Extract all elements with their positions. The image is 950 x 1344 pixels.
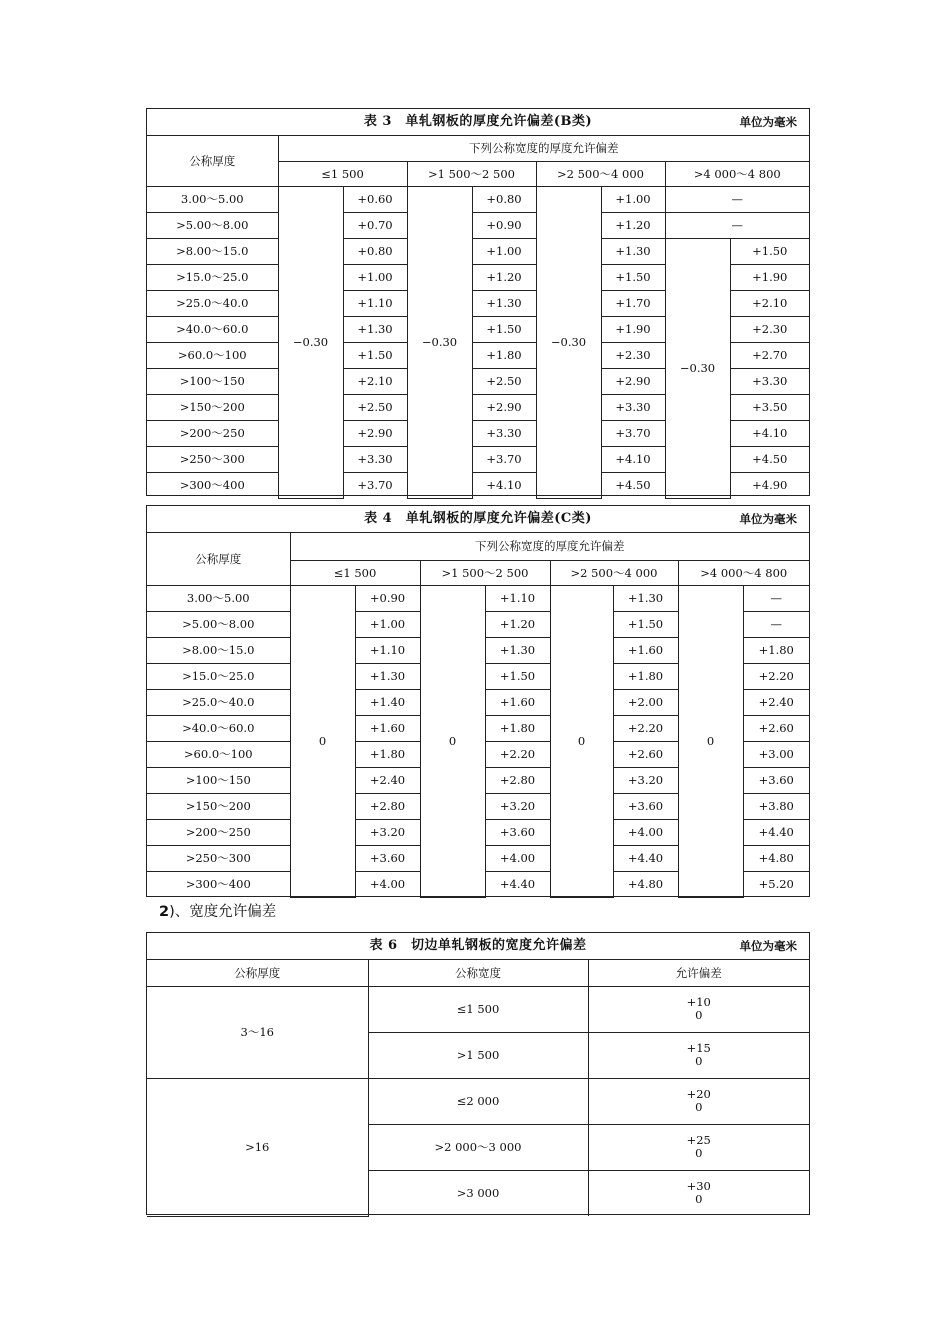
value-cell: +3.30 (601, 394, 665, 420)
value-cell: +4.90 (730, 472, 809, 498)
value-cell: +3.50 (730, 394, 809, 420)
tolerance-upper: +15 (686, 1041, 711, 1055)
value-cell: — (665, 212, 809, 238)
value-cell: +1.70 (601, 290, 665, 316)
value-cell: +2.80 (355, 793, 420, 819)
value-cell: +4.10 (601, 446, 665, 472)
value-cell: +4.40 (743, 819, 809, 845)
section-number: 2 (159, 904, 170, 920)
value-cell: +2.50 (343, 394, 407, 420)
value-cell: +2.40 (355, 767, 420, 793)
value-cell: +2.10 (343, 368, 407, 394)
value-cell: +1.30 (613, 585, 678, 611)
thickness-cell: 3～16 (147, 986, 368, 1078)
value-cell: +2.90 (472, 394, 536, 420)
tolerance-lower: 0 (695, 1100, 703, 1114)
value-cell: +3.60 (613, 793, 678, 819)
table-3-caption (147, 109, 809, 136)
value-cell: +3.80 (743, 793, 809, 819)
thickness-cell: 3.00～5.00 (147, 585, 290, 611)
value-cell: +2.30 (730, 316, 809, 342)
width-cell: >3 000 (368, 1170, 588, 1216)
thickness-cell: >200～250 (147, 819, 290, 845)
lower-deviation-cell: −0.30 (536, 186, 601, 498)
lower-deviation-cell: 0 (678, 585, 743, 897)
thickness-cell: >60.0～100 (147, 342, 278, 368)
table-6-title: 表 6 切边单轧钢板的宽度允许偏差 (369, 938, 587, 953)
thickness-cell: >40.0～60.0 (147, 316, 278, 342)
tolerance-lower: 0 (695, 1146, 703, 1160)
value-cell: +1.10 (343, 290, 407, 316)
value-cell: +2.30 (601, 342, 665, 368)
value-cell: +1.50 (472, 316, 536, 342)
tolerance-cell (588, 1124, 809, 1170)
value-cell: +3.20 (613, 767, 678, 793)
value-cell: +1.50 (613, 611, 678, 637)
lower-deviation-cell: 0 (550, 585, 613, 897)
thickness-header: 公称厚度 (147, 136, 278, 186)
value-cell: +3.30 (472, 420, 536, 446)
table-6-unit: 单位为毫米 (739, 939, 797, 953)
lower-deviation-cell: 0 (290, 585, 355, 897)
section-text: )、宽度允许偏差 (169, 904, 277, 920)
value-cell: +1.50 (601, 264, 665, 290)
table-3 (146, 108, 810, 496)
thickness-cell: >25.0～40.0 (147, 689, 290, 715)
value-cell: +2.20 (613, 715, 678, 741)
value-cell: +0.90 (355, 585, 420, 611)
tolerance-upper: +10 (686, 995, 711, 1009)
value-cell: +2.90 (343, 420, 407, 446)
value-cell: +0.80 (472, 186, 536, 212)
value-cell: +1.90 (730, 264, 809, 290)
thickness-cell: >150～200 (147, 793, 290, 819)
value-cell: +4.50 (601, 472, 665, 498)
table-4-title: 表 4 单轧钢板的厚度允许偏差(C类) (364, 511, 592, 526)
width-col-3: >2 500～4 000 (536, 161, 665, 186)
value-cell: +4.00 (355, 871, 420, 897)
value-cell: +2.40 (743, 689, 809, 715)
thickness-cell: >15.0～25.0 (147, 663, 290, 689)
value-cell: +2.20 (743, 663, 809, 689)
thickness-cell: >250～300 (147, 446, 278, 472)
value-cell: +1.80 (472, 342, 536, 368)
value-cell: +2.10 (730, 290, 809, 316)
value-cell: +4.40 (613, 845, 678, 871)
table-row (147, 986, 809, 1032)
value-cell: +1.50 (485, 663, 550, 689)
thickness-cell: >100～150 (147, 767, 290, 793)
header-thickness: 公称厚度 (147, 960, 368, 986)
value-cell: — (665, 186, 809, 212)
tolerance-upper: +20 (686, 1087, 711, 1101)
width-cell: ≤1 500 (368, 986, 588, 1032)
table-6 (146, 932, 810, 1215)
value-cell: +1.80 (485, 715, 550, 741)
value-cell: — (743, 585, 809, 611)
thickness-cell: >300～400 (147, 472, 278, 498)
value-cell: +1.00 (355, 611, 420, 637)
width-cell: >1 500 (368, 1032, 588, 1078)
value-cell: +1.30 (343, 316, 407, 342)
value-cell: +1.90 (601, 316, 665, 342)
value-cell: +4.50 (730, 446, 809, 472)
table-6-caption (147, 933, 809, 960)
value-cell: +0.60 (343, 186, 407, 212)
value-cell: +3.60 (355, 845, 420, 871)
width-col-1: ≤1 500 (278, 161, 407, 186)
thickness-cell: >150～200 (147, 394, 278, 420)
value-cell: +2.60 (613, 741, 678, 767)
width-col-2: >1 500～2 500 (420, 560, 550, 585)
value-cell: +3.60 (485, 819, 550, 845)
value-cell: +2.70 (730, 342, 809, 368)
value-cell: +5.20 (743, 871, 809, 897)
value-cell: +1.60 (355, 715, 420, 741)
value-cell: +1.30 (485, 637, 550, 663)
value-cell: +2.60 (743, 715, 809, 741)
value-cell: +3.20 (355, 819, 420, 845)
tolerance-lower: 0 (695, 1192, 703, 1207)
table-3-title: 表 3 单轧钢板的厚度允许偏差(B类) (363, 114, 593, 129)
width-col-2: >1 500～2 500 (407, 161, 536, 186)
tolerance-cell (588, 1078, 809, 1124)
thickness-cell: >60.0～100 (147, 741, 290, 767)
value-cell: +1.80 (355, 741, 420, 767)
value-cell: +1.10 (485, 585, 550, 611)
width-cell: ≤2 000 (368, 1078, 588, 1124)
tolerance-lower: 0 (695, 1008, 703, 1022)
thickness-cell: >8.00～15.0 (147, 238, 278, 264)
value-cell: +4.10 (730, 420, 809, 446)
width-header: 下列公称宽度的厚度允许偏差 (290, 533, 809, 560)
table-row (147, 1078, 809, 1124)
width-cell: >2 000～3 000 (368, 1124, 588, 1170)
table-row (147, 186, 809, 212)
thickness-cell: >25.0～40.0 (147, 290, 278, 316)
thickness-cell: >250～300 (147, 845, 290, 871)
thickness-cell: >100～150 (147, 368, 278, 394)
width-header: 下列公称宽度的厚度允许偏差 (278, 136, 809, 161)
value-cell: +1.50 (343, 342, 407, 368)
table-row (147, 585, 809, 611)
value-cell: +4.00 (485, 845, 550, 871)
tolerance-cell (588, 1170, 809, 1216)
value-cell: +3.60 (743, 767, 809, 793)
thickness-cell: >200～250 (147, 420, 278, 446)
table-4-unit: 单位为毫米 (739, 512, 797, 526)
value-cell: +3.70 (601, 420, 665, 446)
value-cell: +1.40 (355, 689, 420, 715)
table-3-unit: 单位为毫米 (739, 115, 797, 129)
table-4-caption (147, 506, 809, 533)
thickness-cell: >8.00～15.0 (147, 637, 290, 663)
value-cell: +4.40 (485, 871, 550, 897)
value-cell: +1.20 (601, 212, 665, 238)
thickness-cell: >40.0～60.0 (147, 715, 290, 741)
tolerance-lower: 0 (695, 1054, 703, 1068)
value-cell: +2.00 (613, 689, 678, 715)
tolerance-upper: +25 (686, 1133, 711, 1147)
value-cell: +1.20 (472, 264, 536, 290)
width-col-4: >4 000～4 800 (665, 161, 809, 186)
lower-deviation-cell: −0.30 (665, 238, 730, 498)
value-cell: +1.00 (472, 238, 536, 264)
header-tolerance: 允许偏差 (588, 960, 809, 986)
table-6-grid (147, 960, 809, 1217)
value-cell: +3.30 (343, 446, 407, 472)
value-cell: +1.20 (485, 611, 550, 637)
value-cell: +1.00 (343, 264, 407, 290)
value-cell: +1.30 (472, 290, 536, 316)
section-heading (159, 901, 276, 923)
value-cell: +0.90 (472, 212, 536, 238)
value-cell: +4.10 (472, 472, 536, 498)
value-cell: +2.50 (472, 368, 536, 394)
thickness-cell: >15.0～25.0 (147, 264, 278, 290)
thickness-cell: 3.00～5.00 (147, 186, 278, 212)
table-row (147, 212, 809, 238)
value-cell: +1.00 (601, 186, 665, 212)
table-4-grid (147, 533, 809, 898)
value-cell: +1.60 (613, 637, 678, 663)
tolerance-cell (588, 1032, 809, 1078)
lower-deviation-cell: −0.30 (407, 186, 472, 498)
value-cell: +1.80 (743, 637, 809, 663)
width-col-3: >2 500～4 000 (550, 560, 678, 585)
value-cell: — (743, 611, 809, 637)
width-col-1: ≤1 500 (290, 560, 420, 585)
value-cell: +2.90 (601, 368, 665, 394)
width-col-4: >4 000～4 800 (678, 560, 809, 585)
tolerance-upper: +30 (686, 1179, 711, 1194)
lower-deviation-cell: −0.30 (278, 186, 343, 498)
value-cell: +1.30 (601, 238, 665, 264)
value-cell: +3.30 (730, 368, 809, 394)
value-cell: +2.20 (485, 741, 550, 767)
value-cell: +1.30 (355, 663, 420, 689)
value-cell: +3.70 (472, 446, 536, 472)
value-cell: +2.80 (485, 767, 550, 793)
tolerance-cell (588, 986, 809, 1032)
thickness-cell: >16 (147, 1078, 368, 1216)
thickness-cell: >300～400 (147, 871, 290, 897)
value-cell: +3.70 (343, 472, 407, 498)
value-cell: +3.00 (743, 741, 809, 767)
value-cell: +1.80 (613, 663, 678, 689)
value-cell: +4.80 (613, 871, 678, 897)
thickness-header: 公称厚度 (147, 533, 290, 585)
value-cell: +3.20 (485, 793, 550, 819)
value-cell: +1.10 (355, 637, 420, 663)
value-cell: +4.80 (743, 845, 809, 871)
thickness-cell: >5.00～8.00 (147, 611, 290, 637)
table-4 (146, 505, 810, 897)
table-3-grid (147, 136, 809, 499)
header-width: 公称宽度 (368, 960, 588, 986)
thickness-cell: >5.00～8.00 (147, 212, 278, 238)
value-cell: +4.00 (613, 819, 678, 845)
value-cell: +0.70 (343, 212, 407, 238)
value-cell: +1.50 (730, 238, 809, 264)
value-cell: +1.60 (485, 689, 550, 715)
lower-deviation-cell: 0 (420, 585, 485, 897)
table-row (147, 238, 809, 264)
value-cell: +0.80 (343, 238, 407, 264)
